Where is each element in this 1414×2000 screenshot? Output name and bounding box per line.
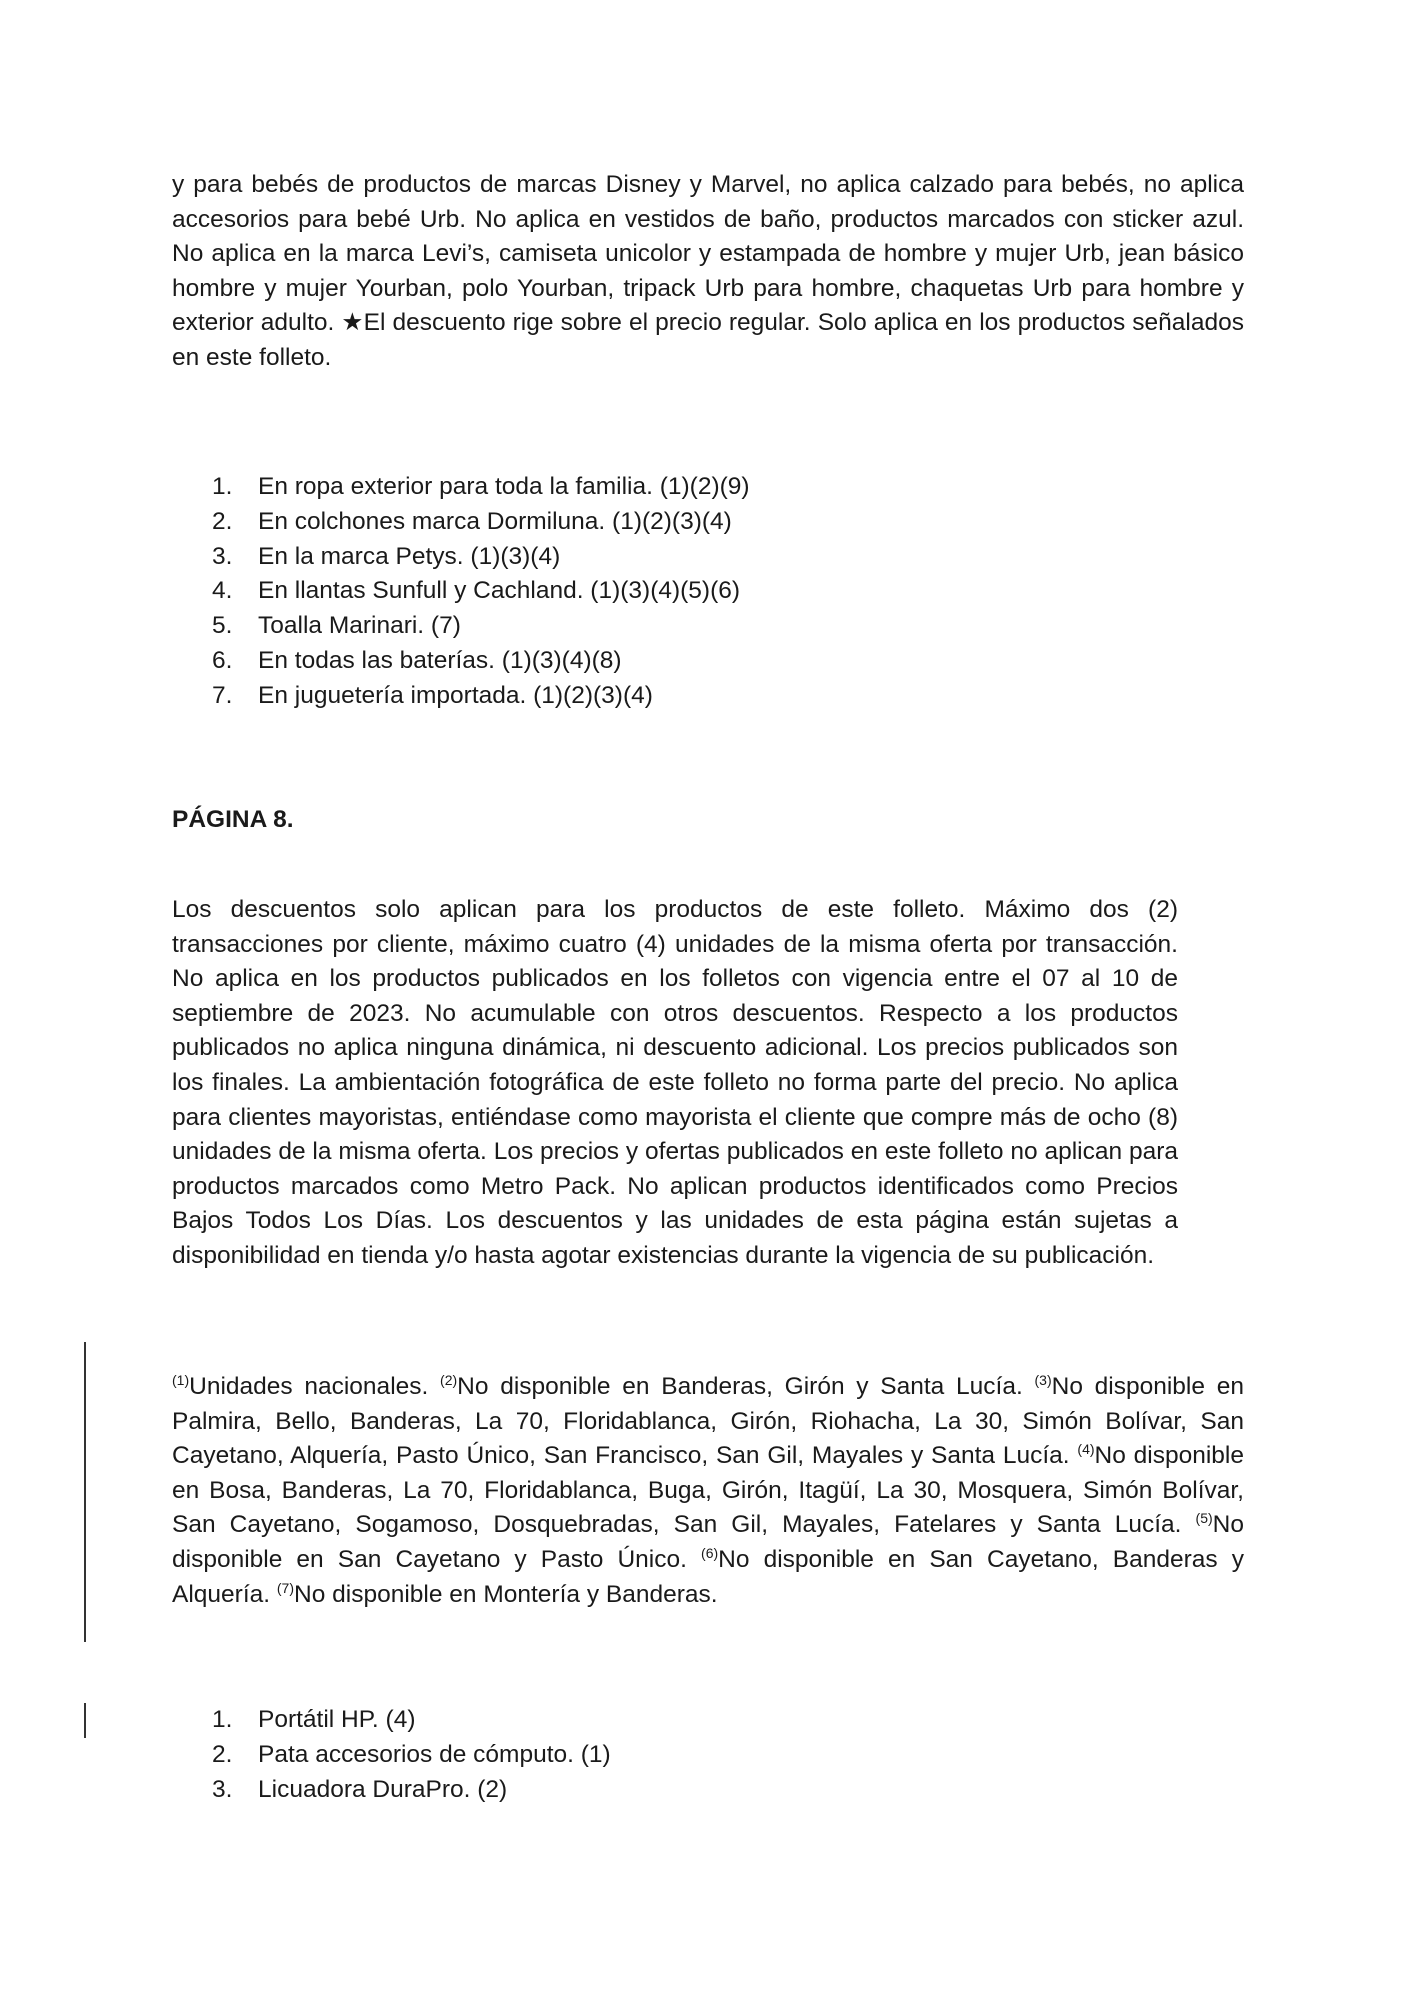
- list-number: 2.: [212, 1740, 233, 1768]
- list-item: [172, 644, 750, 679]
- footnote-mark: (1): [172, 1372, 190, 1388]
- list-item: [172, 505, 750, 540]
- list-item: [172, 609, 750, 644]
- footnote-text: No disponible en San Cayetano y Pasto Único.: [172, 1511, 1244, 1573]
- list-text: En la marca Petys. (1)(3)(4): [258, 542, 561, 570]
- change-bar: [84, 1342, 86, 1642]
- list-item: [172, 574, 750, 609]
- list-item: [172, 679, 750, 714]
- footnote-mark: (7): [276, 1579, 294, 1596]
- list-number: 3.: [212, 1775, 233, 1803]
- list-text: Pata accesorios de cómputo. (1): [258, 1740, 611, 1768]
- footnote-text: No disponible en Montería y Banderas.: [294, 1580, 718, 1608]
- footnote-text: No disponible en San Cayetano, Banderas y Alquería.: [172, 1545, 1244, 1608]
- list-text: Portátil HP. (4): [258, 1706, 416, 1733]
- list-number: 1.: [212, 1706, 233, 1733]
- footnote-text: Unidades nacionales.: [189, 1373, 441, 1400]
- footnote-mark: (2): [440, 1372, 458, 1388]
- product-list-2: [172, 1703, 611, 1807]
- list-text: Toalla Marinari. (7): [258, 612, 461, 640]
- list-text: En colchones marca Dormiluna. (1)(2)(3)(4): [258, 507, 732, 535]
- list-number: 2.: [212, 507, 233, 535]
- footnote-mark: (6): [701, 1544, 719, 1561]
- list-number: 4.: [212, 577, 233, 605]
- footnote-text: No disponible en Banderas, Girón y Santa Lucía.: [457, 1373, 1035, 1400]
- footnote-mark: (4): [1077, 1441, 1095, 1458]
- list-text: En todas las baterías. (1)(3)(4)(8): [258, 646, 622, 674]
- page8-paragraph: Los descuentos solo aplican para los productos de este folleto. Máximo dos (2) transacciones por cliente, máximo cuatro (4) unidades de la misma oferta por transacción. No aplica en los productos publicados en los folletos con vigencia entre el 07 al 10 de septiembre de 2023. No acumulable con otros descuentos. Respecto a los productos publicados no aplica ninguna dinámica, ni descuento adicional. Los precios publicados son los finales. La ambientación fotográfica de este folleto no forma parte del precio. No aplica para clientes mayoristas, entiéndase como mayorista el cliente que compre más de ocho (8) unidades de la misma oferta. Los precios y ofertas publicados en este folleto no aplican para productos marcados como Metro Pack. No aplican productos identificados como Precios Bajos Todos Los Días. Los descuentos y las unidades de esta página están sujetas a disponibilidad en tienda y/o hasta agotar existencias durante la vigencia de su publicación.: [172, 896, 1178, 1269]
- footnote-mark: (3): [1034, 1372, 1052, 1388]
- list-item: [172, 1703, 611, 1738]
- change-bar: [84, 1703, 86, 1738]
- product-list-1: [172, 470, 750, 714]
- list-item: [172, 540, 750, 575]
- list-number: 1.: [212, 473, 233, 500]
- footnotes-paragraph: [172, 1370, 1244, 1612]
- intro-paragraph: y para bebés de productos de marcas Disney y Marvel, no aplica calzado para bebés, no aplica accesorios para bebé Urb. No aplica en vestidos de baño, productos marcados con sticker azul. No aplica en la marca Levi’s, camiseta unicolor y estampada de hombre y mujer Urb, jean básico hombre y mujer Yourban, polo Yourban, tripack Urb para hombre, chaquetas Urb para hombre y exterior adulto. ★El descuento rige sobre el precio regular. Solo aplica en los productos señalados en este folleto.: [172, 171, 1244, 371]
- page-heading: PÁGINA 8.: [172, 806, 294, 833]
- footnote-mark: (5): [1195, 1510, 1213, 1527]
- list-item: [172, 1773, 611, 1808]
- list-text: En juguetería importada. (1)(2)(3)(4): [258, 681, 653, 709]
- list-number: 3.: [212, 542, 233, 570]
- list-text: En llantas Sunfull y Cachland. (1)(3)(4)(5)(6): [258, 577, 741, 605]
- list-text: Licuadora DuraPro. (2): [258, 1775, 508, 1803]
- list-text: En ropa exterior para toda la familia. (1)(2)(9): [258, 473, 750, 500]
- footnote-text: No disponible en Bosa, Banderas, La 70, Floridablanca, Buga, Girón, Itagüí, La 30, Mosquera, Simón Bolívar, San Cayetano, Sogamoso, Dosquebradas, San Gil, Mayales, Fatelares y Santa Lucía.: [172, 1442, 1244, 1539]
- footnote-text: No disponible en Palmira, Bello, Banderas, La 70, Floridablanca, Girón, Riohacha, La 30, Simón Bolívar, San Cayetano, Alquería, Pasto Único, San Francisco, San Gil, Mayales y Santa Lucía.: [172, 1373, 1244, 1470]
- list-number: 7.: [212, 681, 233, 709]
- list-number: 5.: [212, 612, 233, 640]
- list-number: 6.: [212, 646, 233, 674]
- list-item: [172, 470, 750, 505]
- list-item: [172, 1738, 611, 1773]
